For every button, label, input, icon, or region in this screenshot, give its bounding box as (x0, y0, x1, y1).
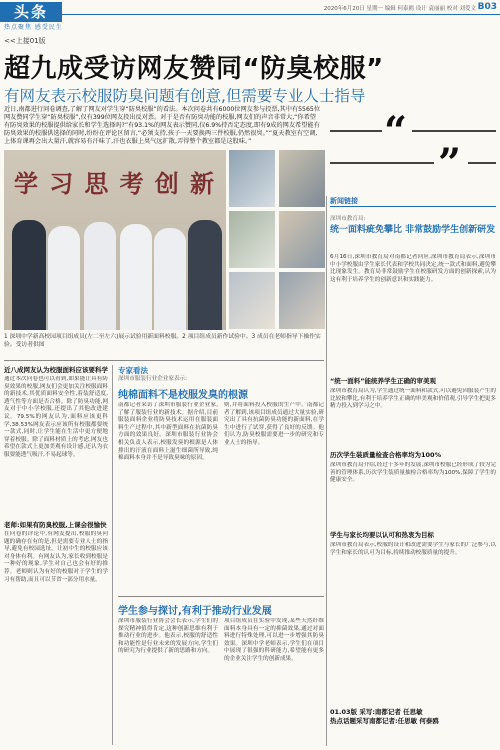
col2-heading: 纯棉面料不是校服发臭的根源 (118, 390, 248, 401)
sidebar-divider (326, 196, 327, 746)
expert-label: 专家看法 (118, 366, 148, 375)
sidebar-body2: 深圳市教育局认为,学生通过统一面料和款式,可以避免因服装产生的比较和攀比,有利于培养学生正确的审美观和价值观,引导学生把更多精力投入到学习之中。 (330, 388, 496, 410)
thumb-photo (229, 211, 275, 268)
thumb-photo (279, 272, 325, 329)
col1-body2: 在问卷的评论中,有网友提出,校服的臭问题的确存在有的是,但是需要专业人士的指导,避免有校园选址。让初中生的校服应该对身体有利。有网友认为,家长收到校服是一种好的现象,学生对自己也会有好的推荐。老师则认为有好的校服对于学生的学习有帮助,而且可以节省一部分用水量。 (4, 531, 108, 583)
sidebar-heading4: 学生与家长均要以认可和热衷为目标 (330, 531, 434, 539)
sidebar-source: 深圳市教育局: (330, 216, 366, 222)
sidebar-tag-rule (330, 206, 496, 207)
thumb-photo (279, 150, 325, 207)
sidebar-heading3: 历次学生装质量检查合格率均为100% (330, 451, 442, 459)
byline (330, 708, 496, 726)
section-divider (4, 360, 324, 361)
column-divider (112, 365, 113, 745)
sidebar-body3: 深圳市教育局介绍,经过十多年的发展,深圳市校服已经形成了较为完善的管理体系,历次学生装质量抽检合格率均为100%,保障了学生的健康安全。 (330, 462, 496, 484)
sidebar-heading2: “统一面料”能统养学生正确的审美观 (330, 377, 437, 385)
continued-from: <<上接01版 (4, 37, 46, 45)
col2-source: 深圳市服装行业企业家表示: (118, 376, 188, 382)
photo-caption: 1 深圳中学新高校园项目组成员(左二至左六)展示试验用新面料校服。2 项目组成员新作试验中。3 成员在老师指导下操作实验。受访者供图 (4, 334, 321, 348)
section-tagline: 热点聚焦 感受民生 (4, 24, 63, 31)
col2-heading2: 学生参与探讨,有利于推动行业发展 (118, 606, 272, 617)
col3-body2: 项目组成员在实验中发现,某些天然纤维面料本身具有一定的抑菌效果,通过对面料进行特殊处理,可以进一步增强其防臭效果。深圳中学老师表示,学生们在项目中展现了很强的科研能力,希望能有更多的企业关注学生的创新成果。 (224, 618, 324, 662)
headline: 超九成受访网友赞同“防臭校服” (4, 54, 384, 84)
col1-heading2: 老师:如果有防臭校服,上课会很愉快 (4, 521, 107, 529)
open-quote-icon: “ (384, 108, 408, 155)
byline-line2: 热点话题采写南都记者:任思敏 何泰鸥 (330, 717, 439, 725)
main-photo (4, 150, 226, 330)
quote-decoration (330, 106, 496, 186)
thumb-photo (229, 150, 275, 207)
subsection-divider (118, 596, 324, 597)
sidebar-title: 统一面料疵免攀比 非常鼓励学生创新研发 (330, 225, 496, 235)
section-badge: 头条 (0, 2, 62, 22)
masthead-info: 2020年6月20日 星期一 编辑 何泰鸥 设计 袁丽丽 校对 刘爱文 (323, 6, 476, 12)
col1-heading: 近八成网友认为校服面料应该要科学 (4, 366, 108, 374)
masthead (0, 0, 500, 22)
col2-body: 南都记者采访了深圳市服装行业企业家,了解了服装行业的新技术。据介绍,目前服装面料企业将防臭技术运用在服装面料生产过程中,其中新型面料在抗菌防臭方面的效果良好。深圳市服装行业协会相关负责人表示,校服发臭的根源是人体排出的汗液在面料上滋生细菌所导致,纯棉面料本身并不是导致臭味的原因。 (118, 402, 218, 462)
lead-paragraph: 近日,南都进行问卷调查,了解了网友对学生穿“防臭校服”的看法。本次问卷共有6000位网友参与投票,其中有5565位网友赞同学生穿“防臭校服”,仅有399位网友投出反对票。对于是否有防臭功能的校服,网友们的声音非常大,“你希望有防臭效果的校服提供给家长和学生选择吗?”有93.1%的网友表示赞同,仅6.9%持否定态度,即有9成的网友希望能有防臭效果的校服供选择的同时,纷纷在评论区留言,“必须支持,孩子一天要换两三件校服,仍然很臭。”“夏天教室有空调,上体育课再会出大量汗,就容易有汗味了,汗也衣服上臭气远扩散,弄得整个教室都是这股味。” (4, 106, 321, 145)
sidebar-body: 6月16日,深圳市教育局对南都记者回应,深圳市教育局表示,深圳市中小学校服由学生家长代表和学校共同决定,统一款式和面料,避免攀比现象发生。教育局非常鼓励学生在校服研发方面的创新探索,认为这有利于培养学生的创新意识和实践能力。 (330, 254, 496, 283)
sidebar-body4: 深圳市教育局表示,校服的设计和改进需要学生与家长的广泛参与,以学生和家长的认可为目标,持续推动校服质量的提升。 (330, 542, 496, 556)
col2-body2: 深圳市服装行业协会会长表示,学生们的探究精神值得肯定,这种创新思维有利于推动行业的进步。他表示,校服的舒适性和功能性是行业未来的发展方向,学生们的研究为行业提供了新的思路和方向。 (118, 618, 218, 655)
thumb-photo (279, 211, 325, 268)
col3-body: 则,并将面料投入校服的生产中。南都记者了解到,该项目组成员通过大量实验,研究出了具有抗菌防臭功能的新面料,在学生中进行了试穿,获得了良好的反馈。他们认为,防臭校服需要进一步的研究和专业人士的指导。 (224, 402, 324, 446)
byline-line1: 01.03版 采写:南都记者 任思敏 (330, 708, 423, 716)
masthead-rule (0, 14, 500, 15)
close-quote-icon: ” (438, 140, 462, 187)
photo-grid (229, 150, 325, 330)
sidebar-tag: 新闻链接 (330, 197, 358, 205)
col1-body: 通过本次问卷也可以看到,如果能让具有防臭效果的校服,网友们会更加关注校服面料的新技术,其优质面料安全性,着装舒适度,透气性等方面是否合格。除了防臭功能,网友对于中小学校服,还提出了其他改进建议。79.5%的网友认为,面料应该更科学,38.53%网友表示应该所有校服都要统一款式,同时,让学生能在生活中更方便地穿着校服。除了面料材质上的考虑,网友也希望在款式上更加美观有设计感,还认为衣服要能透气吸汗,不易起球等。 (4, 376, 108, 458)
subheadline: 有网友表示校服防臭问题有创意,但需要专业人士指导 (4, 87, 366, 105)
page-number: B03 (477, 2, 497, 12)
photo-banner: 学 习 思 考 创 新 (14, 169, 214, 198)
thumb-photo (229, 272, 275, 329)
